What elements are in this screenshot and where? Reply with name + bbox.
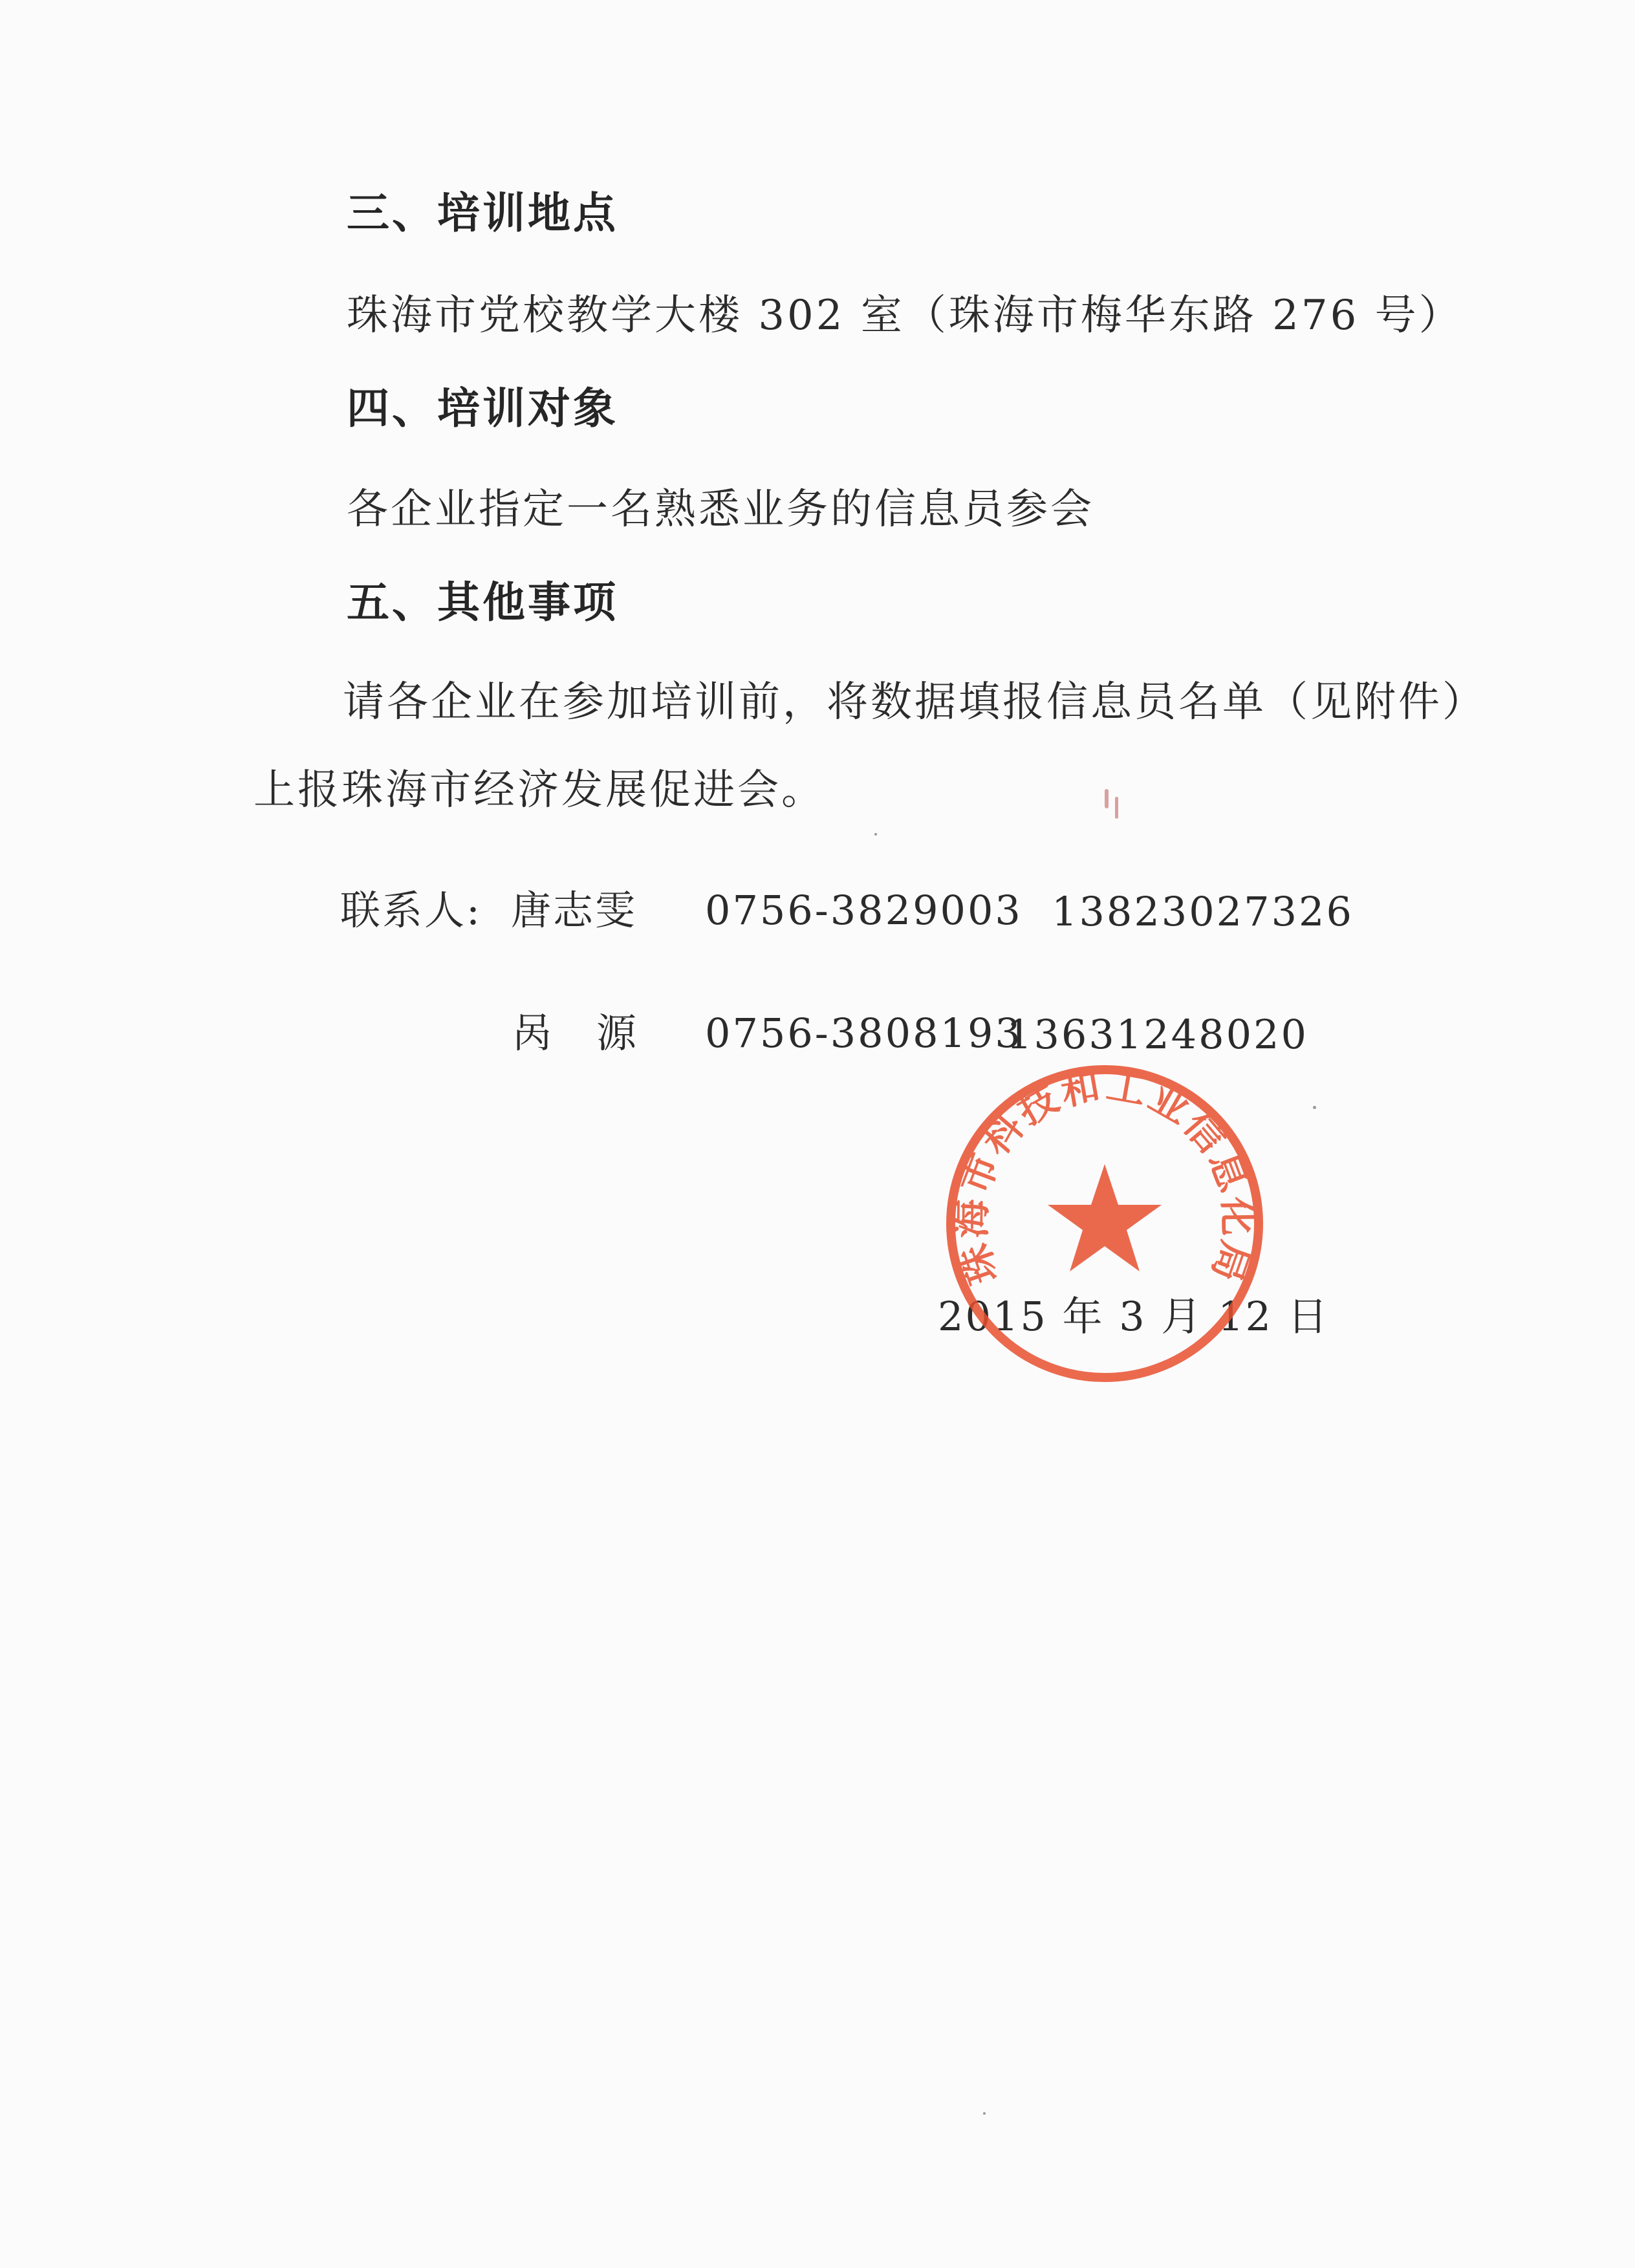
scan-mark <box>1105 789 1109 808</box>
section-4-body: 各企业指定一名熟悉业务的信息员参会 <box>347 486 1094 534</box>
scan-speck <box>983 2112 986 2115</box>
official-seal <box>937 1055 1273 1392</box>
seal-star <box>1048 1164 1162 1271</box>
contact-phone-1: 0756-3829003 <box>705 887 1023 934</box>
section-5-body-line1: 请各企业在参加培训前，将数据填报信息员名单（见附件） <box>343 678 1486 726</box>
scan-mark <box>1115 797 1118 819</box>
scan-speck <box>1313 1106 1316 1109</box>
document-date: 2015 年 3 月 12 日 <box>938 1293 1330 1340</box>
section-3-heading: 三、培训地点 <box>347 188 618 238</box>
contact-mobile-1: 13823027326 <box>1052 888 1354 935</box>
section-3-body: 珠海市党校教学大楼 302 室（珠海市梅华东路 276 号） <box>347 292 1463 340</box>
section-4-heading: 四、培训对象 <box>347 383 618 433</box>
section-5-heading: 五、其他事项 <box>347 578 618 627</box>
seal-text: 珠海市科技和工业信息化局 <box>949 1063 1261 1290</box>
scan-speck <box>874 833 877 836</box>
contact-label: 联系人: <box>340 887 482 934</box>
contact-name-2: 呙 源 <box>512 1010 639 1057</box>
contact-mobile-2: 13631248020 <box>1006 1011 1308 1058</box>
contact-name-1: 唐志雯 <box>511 887 638 934</box>
contact-phone-2: 0756-3808193 <box>705 1010 1023 1057</box>
section-5-body-line2: 上报珠海市经济发展促进会。 <box>254 766 825 814</box>
